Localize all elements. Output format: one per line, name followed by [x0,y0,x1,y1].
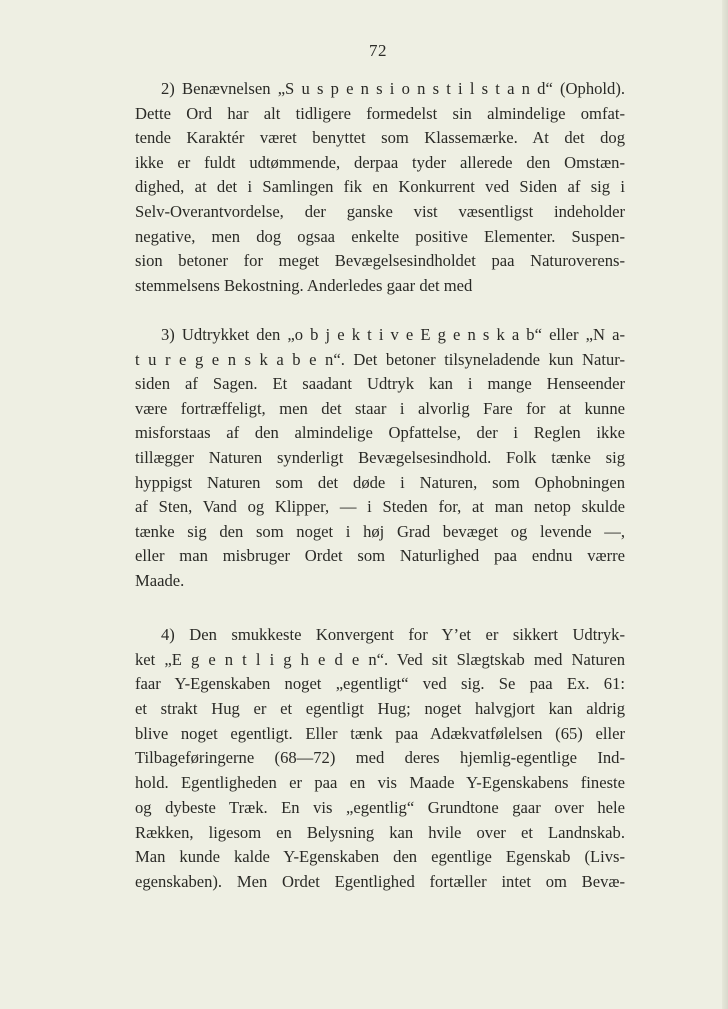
text-line: dighed, at det i Samlingen fik en Konkurrent ved Siden af sig i [135,177,625,197]
text-line: hyppigst Naturen som det døde i Naturen, som Ophobningen [135,472,625,492]
text-line: negative, men dog ogsaa enkelte positive Elementer. Suspen- [135,226,625,246]
page-number: 72 [369,41,387,60]
text-line: tillægger Naturen synderligt Bevægelsesindhold. Folk tænke sig [135,447,625,467]
text-line: stemmelsens Bekostning. Anderledes gaar det med [135,275,473,295]
page-edge-shadow [722,0,728,1009]
text-line: et strakt Hug er et egentligt Hug; noget halvgjort kan aldrig [135,699,625,719]
text-line: Man kunde kalde Y-Egenskaben den egentlige Egenskab (Livs- [135,847,625,867]
text-line: faar Y-Egenskaben noget „egentligt“ ved sig. Se paa Ex. 61: [135,674,625,694]
text-line: 2) Benævnelsen „S u s p e n s i o n s t i l s t a n d“ (Ophold). [161,79,625,98]
text-line: og dybeste Træk. En vis „egentlig“ Grundtone gaar over hele [135,797,625,817]
text-line: tænke sig den som noget i høj Grad bevæget og levende —, [135,521,625,541]
text-line: Rækken, ligesom en Belysning kan hvile over et Landnskab. [135,822,625,842]
text-line: siden af Sagen. Et saadant Udtryk kan i mange Henseender [135,374,625,394]
text-line: tende Karaktér været benyttet som Klassemærke. At det dog [135,128,625,148]
paragraph-4-egentligheden [135,623,625,895]
text-line: ket „E g e n t l i g h e d e n“. Ved sit Slægtskab med Naturen [135,649,625,669]
text-line: egenskaben). Men Ordet Egentlighed fortæller intet om Bevæ- [135,871,625,891]
text-line: Tilbageføringerne (68—72) med deres hjemlig-egentlige Ind- [135,748,625,768]
text-line: Dette Ord har alt tidligere formedelst sin almindelige omfat- [135,103,625,123]
paragraph-2-suspensionstilstand [135,77,625,298]
text-line: t u r e g e n s k a b e n“. Det betoner tilsyneladende kun Natur- [135,349,625,369]
text-line: hold. Egentligheden er paa en vis Maade Y-Egenskabens fineste [135,773,625,793]
text-line: ikke er fuldt udtømmende, derpaa tyder allerede den Omstæn- [135,152,625,172]
text-line: 3) Udtrykket den „o b j e k t i v e E g e n s k a b“ eller „N a- [161,325,625,344]
text-line: misforstaas af den almindelige Opfattelse, der i Reglen ikke [135,423,625,443]
text-line: blive noget egentligt. Eller tænk paa Adækvatfølelsen (65) eller [135,723,625,743]
text-line: sion betoner for meget Bevægelsesindholdet paa Naturoverens- [135,251,625,271]
paragraph-3-objektive-egenskab [135,323,625,594]
text-line: 4) Den smukkeste Konvergent for Y’et er sikkert Udtryk- [161,625,625,644]
text-line: af Sten, Vand og Klipper, — i Steden for, at man netop skulde [135,497,625,517]
text-line: være fortræffeligt, men det staar i alvorlig Fare for at kunne [135,398,625,418]
text-line: eller man misbruger Ordet som Naturlighed paa endnu værre [135,546,625,566]
text-line: Maade. [135,570,185,590]
text-line: Selv-Overantvordelse, der ganske vist væsentligst indeholder [135,201,625,221]
